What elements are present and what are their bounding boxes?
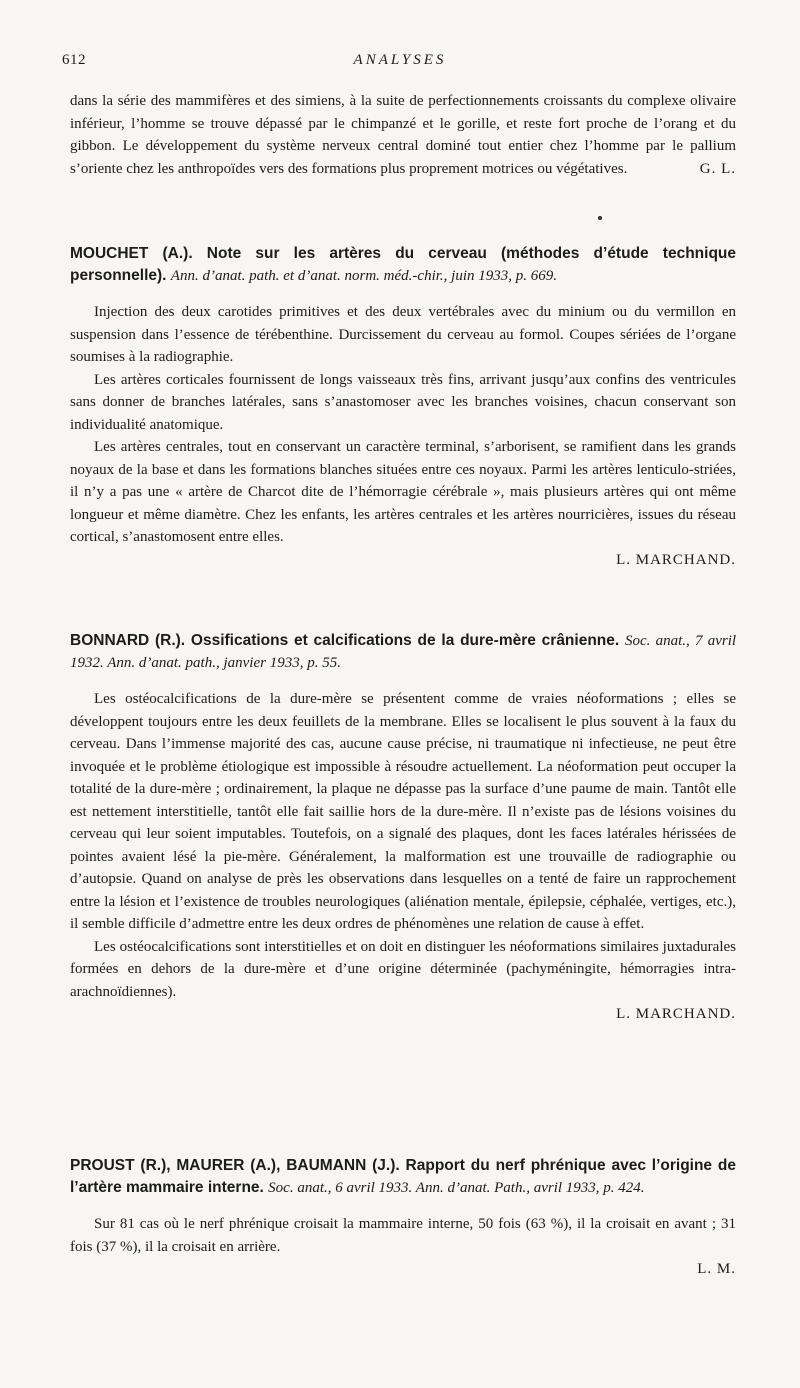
entry-title: Rapport du nerf phrénique avec l’origine de l’artère mammaire interne. <box>70 1157 736 1196</box>
entry-bonnard <box>70 630 736 1026</box>
entry-citation: Ann. d’anat. path. et d’anat. norm. méd.-chir., juin 1933, p. 669. <box>170 268 558 284</box>
entry-heading <box>70 630 736 674</box>
entry-paragraph: Les artères corticales fournissent de longs vaisseaux très fins, arrivant jusqu’aux confins des ventricules sans donner de branches latérales, sans s’anastomoser avec les branches voisines, chacun conservant son individualité anatomique. <box>70 371 736 433</box>
entry-signature: L. MARCHAND. <box>616 1006 736 1022</box>
running-head: ANALYSES <box>353 52 447 68</box>
entry-author: MOUCHET (A.). <box>70 245 193 262</box>
entry-title: Note sur les artères du cerveau (méthodes d’étude technique personnelle). <box>70 245 737 284</box>
entry-heading <box>70 1155 736 1199</box>
entry-paragraph: Les ostéocalcifications de la dure-mère se présentent comme de vraies néoformations ; elles se développent toujours entre les deux feuillets de la membrane. Elles se localisent le plus souvent à la faux du cerveau. Dans l’immense majorité des cas, aucune cause précise, ni traumatique ni infectieuse, ne peut être invoquée et le problème étiologique est impossible à résoudre actuellement. La néoformation peut occuper la totalité de la dure-mère ; ordinairement, la plaque ne dépasse pas la surface d’une paume de main. Tantôt elle est nettement interstitielle, tantôt elle fait saillie hors de la dure-mère. Il n’existe pas de lésions voisines du cerveau qui leur soient imputables. Toutefois, on a signalé des plaques, dont les faces latérales hérissées de pointes avaient lésé la pie-mère. Généralement, la malformation est une trouvaille de radiographie ou d’autopsie. Quand on analyse de près les observations dans lesquelles on a tenté de faire un rapprochement entre la lésion et l’existence de troubles neurologiques (aliénation mentale, épilepsie, céphalée, vertiges, etc.), il semble difficile d’admettre entre les deux ordres de phénomènes une relation de cause à effet. <box>70 691 736 932</box>
intro-paragraph: dans la série des mammifères et des simiens, à la suite de perfectionnements croissants du complexe olivaire inférieur, l’homme se trouve dépassé par le chimpanzé et le gorille, et reste fort proche de l’orang et du gibbon. Le développement du système nerveux central dominé tout entier chez l’homme par le pallium s’oriente chez les anthropoïdes vers des formations plus proprement motrices ou végétatives. G. L. <box>70 90 736 180</box>
entry-signature: L. MARCHAND. <box>616 551 736 568</box>
entry-paragraph: Sur 81 cas où le nerf phrénique croisait la mammaire interne, 50 fois (63 %), il la croisait en avant ; 31 fois (37 %), il la croisait en arrière. <box>70 1216 736 1255</box>
entry-paragraph: Les ostéocalcifications sont interstitielles et on doit en distinguer les néoformations similaires juxtadurales formées en dehors de la dure-mère et d’une origine déterminée (pachyméningite, hémorragies intra-arachnoïdiennes). <box>70 938 736 1000</box>
page-number: 612 <box>62 52 86 68</box>
entry-paragraph: Les artères centrales, tout en conservant un caractère terminal, s’arborisent, se ramifient dans les grands noyaux de la base et dans les formations blanches situées entre ces noyaux. Parmi les artères lenticulo-striées, il n’y a pas une « artère de Charcot dite de l’hémorragie cérébrale », mais plusieurs artères qui ont même longueur et même diamètre. Chez les enfants, les artères centrales et les artères nourricières, issues du réseau cortical, s’anastomosent entre elles. <box>70 439 736 545</box>
entry-author: BONNARD (R.). <box>70 632 186 649</box>
entry-proust <box>70 1155 736 1281</box>
intro-block <box>70 90 736 180</box>
entry-citation: Soc. anat., 7 avril 1932. Ann. d’anat. path., janvier 1933, p. 55. <box>70 633 737 671</box>
separator-dot <box>598 216 602 220</box>
entry-paragraph: Injection des deux carotides primitives et des deux vertébrales avec du minium ou du vermillon en suspension dans l’essence de térébenthine. Durcissement du cerveau au formol. Coupes sériées de l’organe soumises à la radiographie. <box>70 304 736 365</box>
entry-signature: L. M. <box>697 1261 736 1277</box>
entry-title: Ossifications et calcifications de la dure-mère crânienne. <box>190 632 620 649</box>
entry-heading <box>70 243 736 287</box>
entry-mouchet <box>70 243 736 571</box>
intro-signature: G. L. <box>699 160 736 177</box>
entry-citation: Soc. anat., 6 avril 1933. Ann. d’anat. Path., avril 1933, p. 424. <box>268 1180 645 1196</box>
entry-author: PROUST (R.), MAURER (A.), BAUMANN (J.). <box>70 1157 400 1174</box>
